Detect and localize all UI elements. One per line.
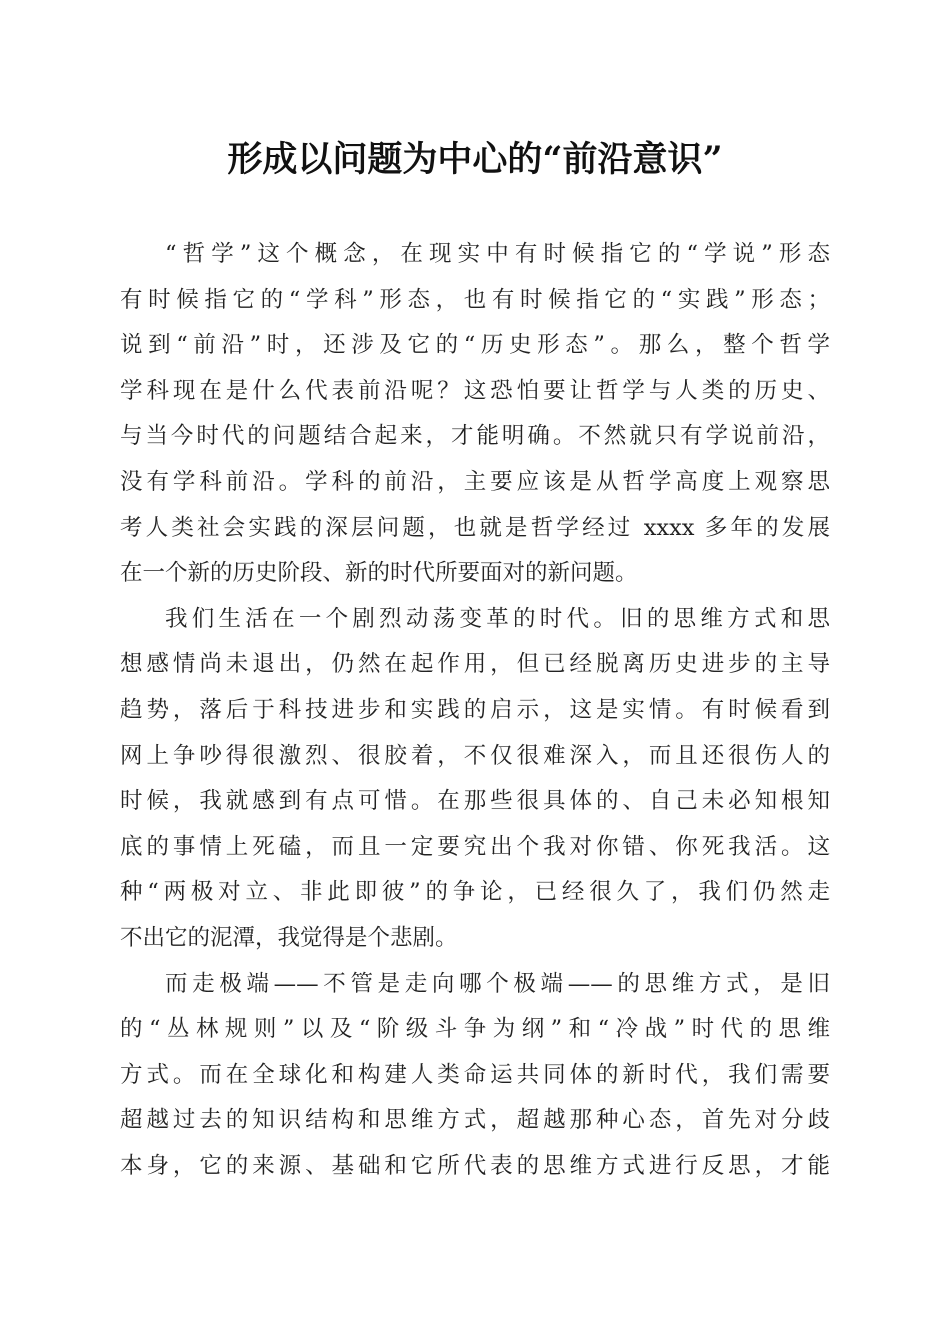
text-line: 时候，我就感到有点可惜。在那些很具体的、自己未必知根知 bbox=[120, 788, 830, 815]
text-line: 没有学科前沿。学科的前沿，主要应该是从哲学高度上观察思 bbox=[120, 468, 830, 495]
paragraph bbox=[120, 597, 830, 962]
text-line: 说到“前沿”时，还涉及它的“历史形态”。那么，整个哲学 bbox=[120, 332, 830, 359]
text-line: “哲学”这个概念，在现实中有时候指它的“学说”形态 bbox=[165, 241, 830, 267]
text-line: 本身，它的来源、基础和它所代表的思维方式进行反思，才能 bbox=[120, 1152, 830, 1179]
text-line: 不出它的泥潭，我觉得是个悲剧。 bbox=[120, 924, 458, 951]
text-line: 考人类社会实践的深层问题，也就是哲学经过 xxxx 多年的发展 bbox=[120, 514, 830, 541]
text-line: 趋势，落后于科技进步和实践的启示，这是实情。有时候看到 bbox=[120, 696, 830, 723]
text-line: 种“两极对立、非此即彼”的争论，已经很久了，我们仍然走 bbox=[120, 879, 830, 906]
text-line: 学科现在是什么代表前沿呢？这恐怕要让哲学与人类的历史、 bbox=[120, 377, 830, 404]
text-line: 与当今时代的问题结合起来，才能明确。不然就只有学说前沿， bbox=[120, 423, 830, 450]
text-line: 而走极端——不管是走向哪个极端——的思维方式，是旧 bbox=[165, 970, 830, 997]
paragraph bbox=[120, 232, 830, 597]
document-title: 形成以问题为中心的“前沿意识” bbox=[227, 139, 723, 180]
text-line: 方式。而在全球化和构建人类命运共同体的新时代，我们需要 bbox=[120, 1061, 830, 1088]
document-body bbox=[120, 232, 830, 1189]
text-line: 想感情尚未退出，仍然在起作用，但已经脱离历史进步的主导 bbox=[120, 651, 830, 678]
text-line: 的“丛林规则”以及“阶级斗争为纲”和“冷战”时代的思维 bbox=[120, 1016, 830, 1043]
text-line: 我们生活在一个剧烈动荡变革的时代。旧的思维方式和思 bbox=[165, 605, 830, 632]
text-line: 网上争吵得很激烈、很胶着，不仅很难深入，而且还很伤人的 bbox=[120, 742, 830, 769]
text-line: 有时候指它的“学科”形态，也有时候指它的“实践”形态； bbox=[120, 286, 830, 313]
paragraph bbox=[120, 962, 830, 1190]
text-line: 超越过去的知识结构和思维方式，超越那种心态，首先对分歧 bbox=[120, 1107, 830, 1134]
text-line: 底的事情上死磕，而且一定要究出个我对你错、你死我活。这 bbox=[120, 833, 830, 860]
text-line: 在一个新的历史阶段、新的时代所要面对的新问题。 bbox=[120, 560, 638, 587]
